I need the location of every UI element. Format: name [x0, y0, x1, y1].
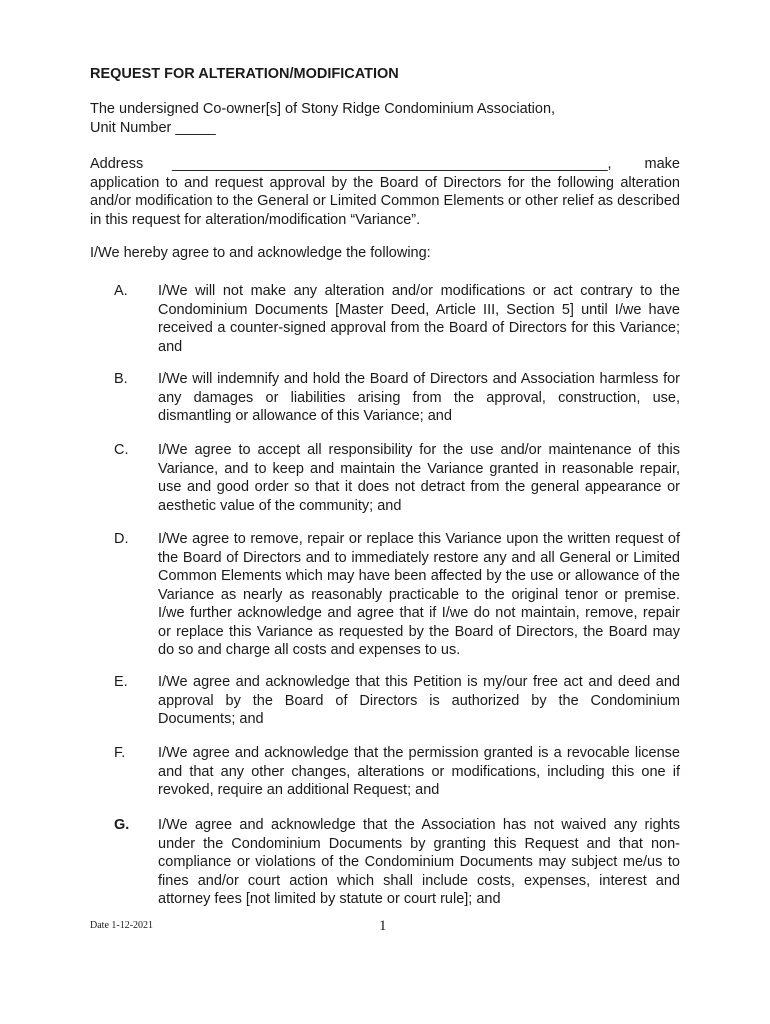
list-item-b	[90, 370, 680, 426]
item-letter: A.	[114, 283, 128, 299]
item-text: I/We agree and acknowledge that the Association has not waived any rights under the Condominium Documents by granting this Request and that non-compliance or violations of the Condominium Documents may subject me/us to fines and/or court action which shall include costs, expenses, interest and attorney fees [not limited by statute or court rule]; and	[158, 817, 680, 907]
list-item-g	[90, 816, 680, 909]
address-paragraph: Address ______________________________________________________, make application to and request approval by the Board of Directors for the following alteration and/or modification to the General or Limited Common Elements or other relief as described in this request for alteration/modification “Variance”.	[90, 156, 680, 228]
item-letter: C.	[114, 442, 129, 458]
item-text: I/We will not make any alteration and/or modifications or act contrary to the Condominium Documents [Master Deed, Article III, Section 5] until I/we have received a counter-signed approval from the Board of Directors for this Variance; and	[158, 283, 680, 355]
item-text: I/We agree and acknowledge that this Petition is my/our free act and deed and approval by the Board of Directors is authorized by the Condominium Documents; and	[158, 674, 680, 727]
document-title: REQUEST FOR ALTERATION/MODIFICATION	[90, 66, 399, 82]
list-item-a	[90, 282, 680, 356]
item-text: I/We agree and acknowledge that the permission granted is a revocable license and that any other changes, alterations or modifications, including this one if revoked, require an additional Request; and	[158, 745, 680, 798]
item-letter: E.	[114, 674, 128, 690]
list-item-e	[90, 673, 680, 729]
item-letter: F.	[114, 745, 126, 761]
list-item-d	[90, 530, 680, 660]
intro-line-2: Unit Number _____	[90, 119, 216, 136]
page-number: 1	[379, 918, 387, 934]
item-letter: B.	[114, 371, 128, 387]
item-text: I/We will indemnify and hold the Board of Directors and Association harmless for any damages or liabilities arising from the approval, construction, use, dismantling or allowance of this Variance; and	[158, 371, 680, 424]
item-text: I/We agree to remove, repair or replace this Variance upon the written request of the Board of Directors and to immediately restore any and all General or Limited Common Elements which may have been affected by the use or allowance of the Variance as nearly as reasonably practicable to the original tenor or premise. I/we further acknowledge and agree that if I/we do not maintain, remove, repair or replace this Variance as requested by the Board of Directors, the Board may do so and charge all costs and expenses to us.	[158, 531, 680, 658]
item-letter: G.	[114, 817, 130, 833]
intro-block	[90, 100, 680, 137]
footer-date: Date 1-12-2021	[90, 920, 154, 931]
item-text: I/We agree to accept all responsibility for the use and/or maintenance of this Variance, and to keep and maintain the Variance granted in reasonable repair, use and good order so that it does not detract from the general appearance or aesthetic value of the community; and	[158, 442, 680, 514]
item-letter: D.	[114, 531, 129, 547]
agree-heading: I/We hereby agree to and acknowledge the following:	[90, 245, 431, 261]
intro-line-1: The undersigned Co-owner[s] of Stony Ridge Condominium Association,	[90, 101, 556, 117]
list-item-c	[90, 441, 680, 515]
list-item-f	[90, 744, 680, 800]
